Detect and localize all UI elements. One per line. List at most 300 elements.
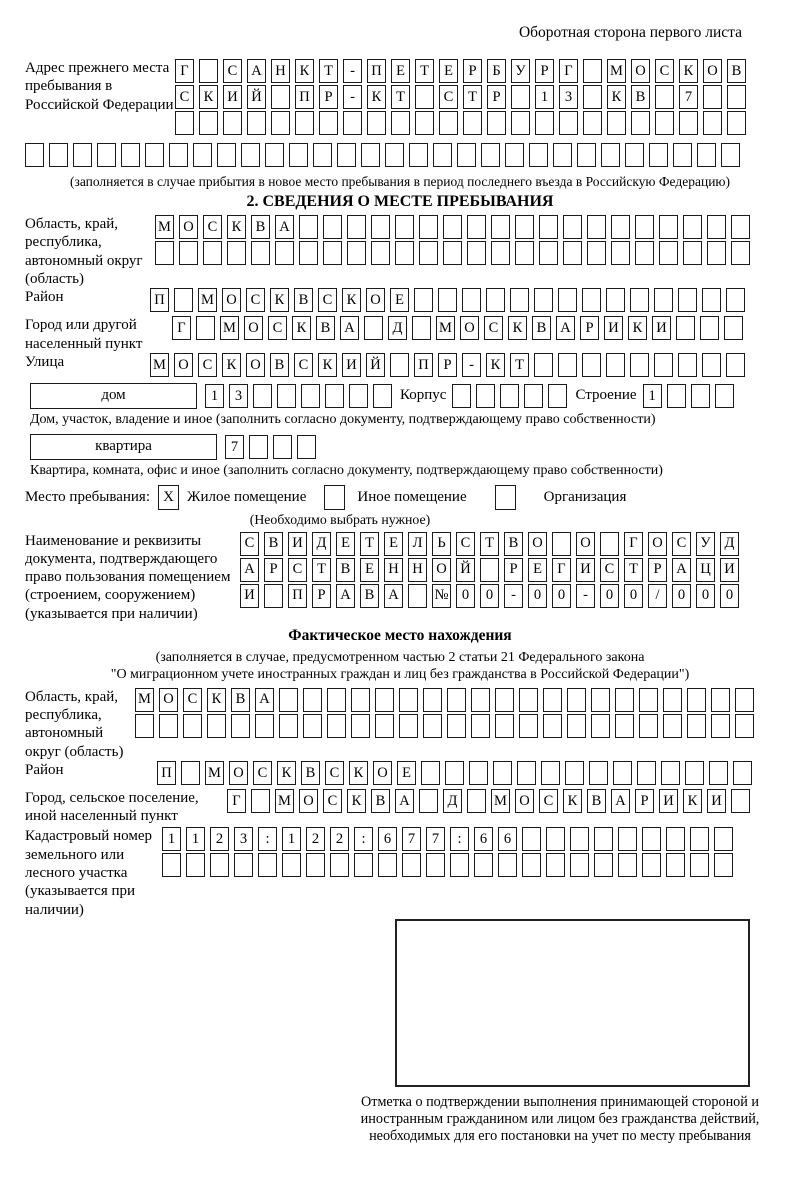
char-cell: М xyxy=(155,215,174,239)
char-cell: Е xyxy=(360,558,379,582)
char-cell xyxy=(97,143,116,167)
char-cell xyxy=(447,714,466,738)
char-cell: Н xyxy=(271,59,290,83)
char-cell xyxy=(683,241,702,265)
char-cell: И xyxy=(652,316,671,340)
char-cell: О xyxy=(528,532,547,556)
char-cell: А xyxy=(247,59,266,83)
char-cell xyxy=(439,111,458,135)
char-cell xyxy=(273,435,292,459)
char-cell xyxy=(711,714,730,738)
char-cell xyxy=(570,853,589,877)
char-cell xyxy=(279,688,298,712)
char-cell: Т xyxy=(415,59,434,83)
char-cell xyxy=(193,143,212,167)
char-cell xyxy=(493,761,512,785)
char-cell: В xyxy=(532,316,551,340)
char-cell xyxy=(510,288,529,312)
char-cell: С xyxy=(183,688,202,712)
char-cell: М xyxy=(220,316,239,340)
char-cell xyxy=(174,288,193,312)
char-cell xyxy=(505,143,524,167)
char-cell xyxy=(299,215,318,239)
char-cell xyxy=(731,241,750,265)
char-cell: И xyxy=(720,558,739,582)
char-cell: В xyxy=(294,288,313,312)
char-cell xyxy=(515,215,534,239)
char-cell xyxy=(343,111,362,135)
char-cell xyxy=(721,143,740,167)
char-cell xyxy=(487,111,506,135)
char-cell: П xyxy=(414,353,433,377)
char-cell xyxy=(327,688,346,712)
char-cell xyxy=(594,827,613,851)
char-cell xyxy=(683,215,702,239)
char-cell: Т xyxy=(510,353,529,377)
char-cell xyxy=(183,714,202,738)
char-cell xyxy=(297,435,316,459)
char-cell: 2 xyxy=(306,827,325,851)
char-cell: Т xyxy=(391,85,410,109)
char-cell: В xyxy=(264,532,283,556)
inoe-label: Иное помещение xyxy=(357,488,467,505)
char-cell: И xyxy=(240,584,259,608)
char-cell xyxy=(371,215,390,239)
char-cell: С xyxy=(294,353,313,377)
char-cell xyxy=(330,853,349,877)
char-cell: К xyxy=(227,215,246,239)
char-cell xyxy=(666,853,685,877)
char-cell xyxy=(635,241,654,265)
char-cell xyxy=(378,853,397,877)
char-cell xyxy=(447,688,466,712)
char-cell: В xyxy=(360,584,379,608)
char-cell xyxy=(498,853,517,877)
char-cell xyxy=(186,853,205,877)
char-cell xyxy=(415,85,434,109)
char-cell xyxy=(145,143,164,167)
char-cell: Г xyxy=(552,558,571,582)
char-cell xyxy=(630,353,649,377)
char-cell xyxy=(583,85,602,109)
char-cell: С xyxy=(456,532,475,556)
char-cell xyxy=(231,714,250,738)
char-cell xyxy=(241,143,260,167)
char-cell: К xyxy=(342,288,361,312)
char-cell xyxy=(282,853,301,877)
char-cell: 6 xyxy=(378,827,397,851)
prev-address-row-2 xyxy=(175,85,746,109)
char-cell: Е xyxy=(390,288,409,312)
char-cell: М xyxy=(135,688,154,712)
char-cell: А xyxy=(556,316,575,340)
char-cell xyxy=(467,789,486,813)
char-cell: 1 xyxy=(162,827,181,851)
char-cell xyxy=(277,384,296,408)
kvartira-rect-label: квартира xyxy=(30,434,217,460)
char-cell: К xyxy=(295,59,314,83)
char-cell xyxy=(594,853,613,877)
prev-address-field xyxy=(25,59,800,135)
char-cell xyxy=(659,215,678,239)
char-cell xyxy=(613,761,632,785)
ulitsa-row xyxy=(150,353,745,377)
char-cell xyxy=(611,215,630,239)
char-cell xyxy=(271,111,290,135)
char-cell xyxy=(539,215,558,239)
char-cell xyxy=(491,241,510,265)
char-cell xyxy=(347,215,366,239)
char-cell xyxy=(733,761,752,785)
char-cell xyxy=(711,688,730,712)
char-cell: И xyxy=(659,789,678,813)
char-cell: О xyxy=(366,288,385,312)
char-cell: Т xyxy=(624,558,643,582)
char-cell: 0 xyxy=(552,584,571,608)
char-cell xyxy=(673,143,692,167)
char-cell: Т xyxy=(463,85,482,109)
char-cell: - xyxy=(462,353,481,377)
char-cell xyxy=(295,111,314,135)
char-cell xyxy=(715,384,734,408)
char-cell xyxy=(159,714,178,738)
char-cell xyxy=(234,853,253,877)
char-cell xyxy=(337,143,356,167)
char-cell xyxy=(583,111,602,135)
char-cell: С xyxy=(539,789,558,813)
zhiloe-checkbox: X xyxy=(158,485,179,510)
char-cell: 7 xyxy=(225,435,244,459)
char-cell: Р xyxy=(535,59,554,83)
char-cell: 0 xyxy=(720,584,739,608)
char-cell: П xyxy=(157,761,176,785)
char-cell: М xyxy=(436,316,455,340)
char-cell xyxy=(419,241,438,265)
char-cell: К xyxy=(292,316,311,340)
char-cell: В xyxy=(727,59,746,83)
char-cell: - xyxy=(343,85,362,109)
char-cell: В xyxy=(336,558,355,582)
char-cell: К xyxy=(270,288,289,312)
char-cell: С xyxy=(253,761,272,785)
char-cell xyxy=(399,688,418,712)
char-cell xyxy=(491,215,510,239)
kadastr-rows xyxy=(162,827,733,877)
char-cell xyxy=(726,353,745,377)
char-cell: 1 xyxy=(643,384,662,408)
char-cell xyxy=(227,241,246,265)
raion-label: Район xyxy=(25,289,64,306)
fact-note-1: (заполняется в случае, предусмотренном частью 2 статьи 21 Федерального закона xyxy=(155,650,645,666)
fact-oblast-rows xyxy=(135,688,754,738)
char-cell xyxy=(306,853,325,877)
char-cell xyxy=(445,761,464,785)
char-cell: 0 xyxy=(480,584,499,608)
char-cell xyxy=(199,111,218,135)
char-cell: М xyxy=(275,789,294,813)
char-cell: 0 xyxy=(600,584,619,608)
char-cell: В xyxy=(587,789,606,813)
char-cell xyxy=(210,853,229,877)
char-cell: 3 xyxy=(234,827,253,851)
char-cell: К xyxy=(222,353,241,377)
char-cell xyxy=(495,688,514,712)
char-cell xyxy=(25,143,44,167)
char-cell xyxy=(301,384,320,408)
char-cell xyxy=(543,688,562,712)
char-cell xyxy=(714,827,733,851)
char-cell: А xyxy=(275,215,294,239)
char-cell xyxy=(450,853,469,877)
char-cell xyxy=(169,143,188,167)
char-cell xyxy=(678,288,697,312)
char-cell xyxy=(247,111,266,135)
char-cell xyxy=(639,714,658,738)
char-cell xyxy=(685,761,704,785)
char-cell xyxy=(534,353,553,377)
char-cell: Т xyxy=(360,532,379,556)
prev-address-rows xyxy=(175,59,746,135)
fact-title: Фактическое место нахождения xyxy=(288,627,512,645)
char-cell: Г xyxy=(175,59,194,83)
oblast-label: Область, край, республика, автономный округ (область) xyxy=(25,216,143,288)
prev-address-note: (заполняется в случае прибытия в новое место пребывания в период последнего въезда в Российскую Федерацию) xyxy=(69,174,731,189)
char-cell: В xyxy=(251,215,270,239)
char-cell: Й xyxy=(366,353,385,377)
char-cell xyxy=(371,241,390,265)
char-cell xyxy=(678,353,697,377)
char-cell xyxy=(606,288,625,312)
char-cell: 3 xyxy=(229,384,248,408)
char-cell xyxy=(558,353,577,377)
char-cell xyxy=(727,111,746,135)
char-cell xyxy=(558,288,577,312)
char-cell xyxy=(395,241,414,265)
char-cell: К xyxy=(607,85,626,109)
prev-address-row-4 xyxy=(25,143,800,167)
dom-row xyxy=(30,383,800,409)
char-cell xyxy=(325,384,344,408)
char-cell xyxy=(654,288,673,312)
char-cell: Е xyxy=(397,761,416,785)
choose-note: (Необходимо выбрать нужное) xyxy=(249,511,431,527)
char-cell xyxy=(49,143,68,167)
char-cell: М xyxy=(607,59,626,83)
char-cell xyxy=(303,714,322,738)
char-cell xyxy=(546,827,565,851)
char-cell xyxy=(402,853,421,877)
char-cell: С xyxy=(288,558,307,582)
char-cell xyxy=(323,241,342,265)
char-cell xyxy=(697,143,716,167)
char-cell xyxy=(731,215,750,239)
char-cell: С xyxy=(655,59,674,83)
char-cell xyxy=(546,853,565,877)
char-cell: Б xyxy=(487,59,506,83)
char-cell: 7 xyxy=(402,827,421,851)
char-cell xyxy=(471,714,490,738)
char-cell xyxy=(543,714,562,738)
char-cell: К xyxy=(207,688,226,712)
char-cell xyxy=(655,111,674,135)
char-cell xyxy=(175,111,194,135)
fact-gorod-label: Город, сельское поселение, иной населенный пункт xyxy=(25,789,199,825)
fact-oblast-row-1 xyxy=(135,688,754,712)
char-cell xyxy=(630,288,649,312)
char-cell xyxy=(615,688,634,712)
char-cell xyxy=(279,714,298,738)
char-cell: П xyxy=(367,59,386,83)
char-cell: С xyxy=(484,316,503,340)
char-cell: Р xyxy=(635,789,654,813)
char-cell: С xyxy=(203,215,222,239)
fact-oblast-field xyxy=(25,688,800,761)
char-cell xyxy=(663,688,682,712)
char-cell xyxy=(635,215,654,239)
char-cell xyxy=(563,241,582,265)
char-cell xyxy=(517,761,536,785)
char-cell xyxy=(255,714,274,738)
char-cell xyxy=(601,143,620,167)
char-cell xyxy=(541,761,560,785)
char-cell: С xyxy=(600,558,619,582)
char-cell xyxy=(666,827,685,851)
kadastr-field xyxy=(25,827,800,918)
char-cell: С xyxy=(246,288,265,312)
char-cell xyxy=(563,215,582,239)
char-cell xyxy=(155,241,174,265)
char-cell xyxy=(349,384,368,408)
char-cell xyxy=(421,761,440,785)
char-cell xyxy=(649,143,668,167)
char-cell: О xyxy=(174,353,193,377)
char-cell xyxy=(423,714,442,738)
char-cell: К xyxy=(349,761,368,785)
char-cell: Р xyxy=(580,316,599,340)
char-cell: Р xyxy=(648,558,667,582)
char-cell xyxy=(249,435,268,459)
char-cell: Е xyxy=(439,59,458,83)
char-cell xyxy=(467,215,486,239)
mesto-row xyxy=(25,485,800,510)
char-cell xyxy=(415,111,434,135)
char-cell: Ь xyxy=(432,532,451,556)
char-cell: О xyxy=(179,215,198,239)
char-cell: С xyxy=(439,85,458,109)
char-cell: С xyxy=(240,532,259,556)
char-cell: О xyxy=(460,316,479,340)
org-checkbox xyxy=(495,485,516,510)
char-cell xyxy=(522,853,541,877)
char-cell xyxy=(559,111,578,135)
dom-number-cells xyxy=(205,384,392,408)
gorod-label: Город или другой населенный пункт xyxy=(25,317,143,352)
kadastr-row-2 xyxy=(162,853,733,877)
oblast-row-1 xyxy=(155,215,750,239)
page-header: Оборотная сторона первого листа xyxy=(518,24,742,41)
char-cell xyxy=(724,316,743,340)
char-cell: О xyxy=(703,59,722,83)
char-cell xyxy=(443,215,462,239)
char-cell: К xyxy=(683,789,702,813)
char-cell: Л xyxy=(408,532,427,556)
char-cell: А xyxy=(340,316,359,340)
char-cell xyxy=(567,688,586,712)
fact-raion-label: Район xyxy=(25,761,64,778)
char-cell: К xyxy=(679,59,698,83)
char-cell xyxy=(486,288,505,312)
char-cell: М xyxy=(205,761,224,785)
raion-field xyxy=(25,288,800,312)
char-cell xyxy=(655,85,674,109)
gorod-field xyxy=(25,316,800,353)
char-cell: Т xyxy=(319,59,338,83)
char-cell xyxy=(553,143,572,167)
char-cell: Е xyxy=(384,532,403,556)
char-cell xyxy=(654,353,673,377)
char-cell xyxy=(591,714,610,738)
char-cell: Г xyxy=(624,532,643,556)
char-cell: Д xyxy=(312,532,331,556)
char-cell xyxy=(591,688,610,712)
char-cell: В xyxy=(316,316,335,340)
char-cell xyxy=(607,111,626,135)
char-cell xyxy=(121,143,140,167)
char-cell: : xyxy=(258,827,277,851)
char-cell xyxy=(412,316,431,340)
kvartira-cells xyxy=(225,435,316,459)
char-cell: К xyxy=(318,353,337,377)
char-cell xyxy=(351,688,370,712)
char-cell: Й xyxy=(456,558,475,582)
char-cell: - xyxy=(504,584,523,608)
char-cell xyxy=(457,143,476,167)
char-cell: Т xyxy=(312,558,331,582)
char-cell xyxy=(347,241,366,265)
char-cell xyxy=(390,353,409,377)
char-cell xyxy=(419,789,438,813)
char-cell: 7 xyxy=(679,85,698,109)
char-cell xyxy=(567,714,586,738)
fact-oblast-label: Область, край, республика, автономный округ (область) xyxy=(25,688,124,760)
char-cell xyxy=(264,584,283,608)
char-cell xyxy=(474,853,493,877)
char-cell: О xyxy=(244,316,263,340)
char-cell: А xyxy=(255,688,274,712)
char-cell: В xyxy=(301,761,320,785)
char-cell xyxy=(639,688,658,712)
char-cell xyxy=(703,85,722,109)
char-cell: О xyxy=(159,688,178,712)
char-cell: В xyxy=(371,789,390,813)
char-cell xyxy=(438,288,457,312)
char-cell: У xyxy=(511,59,530,83)
char-cell xyxy=(522,827,541,851)
char-cell: М xyxy=(198,288,217,312)
char-cell: 6 xyxy=(498,827,517,851)
char-cell xyxy=(618,853,637,877)
char-cell: С xyxy=(672,532,691,556)
char-cell xyxy=(667,384,686,408)
char-cell: Д xyxy=(720,532,739,556)
char-cell xyxy=(679,111,698,135)
char-cell: - xyxy=(576,584,595,608)
char-cell xyxy=(414,288,433,312)
char-cell: С xyxy=(268,316,287,340)
char-cell: Г xyxy=(227,789,246,813)
char-cell xyxy=(735,714,754,738)
char-cell: А xyxy=(395,789,414,813)
